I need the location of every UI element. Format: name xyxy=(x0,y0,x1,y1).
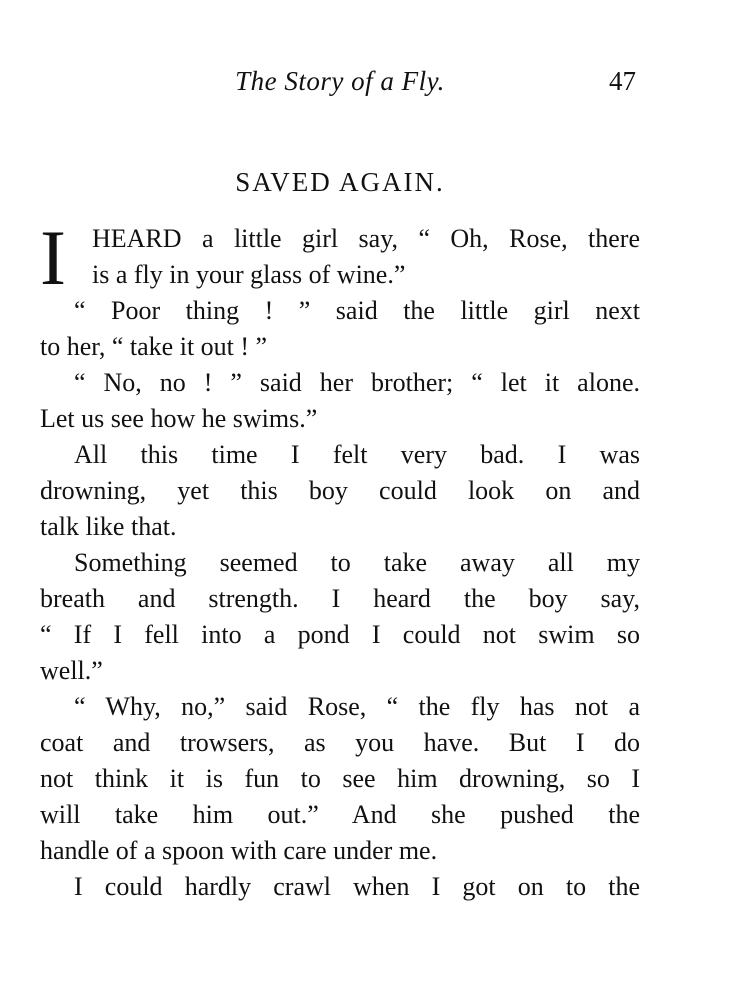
text-line: “ Why, no,” said Rose, “ the fly has not a xyxy=(74,692,640,721)
page-number: 47 xyxy=(609,66,636,96)
chapter-heading: SAVED AGAIN. xyxy=(235,167,445,197)
text-line: not think it is fun to see him drowning, so I xyxy=(40,764,640,793)
text-line: well.” xyxy=(40,656,103,685)
opening-paragraph xyxy=(40,214,640,301)
text-line: is a fly in your glass of wine.” xyxy=(92,260,406,289)
running-title: The Story of a Fly. xyxy=(235,66,445,96)
text-line: HEARD a little girl say, “ Oh, Rose, there xyxy=(92,224,640,253)
text-line: Something seemed to take away all my xyxy=(74,548,640,577)
running-head xyxy=(40,66,640,106)
text-line: will take him out.” And she pushed the xyxy=(40,800,640,829)
text-line: coat and trowsers, as you have. But I do xyxy=(40,728,640,757)
text-line: talk like that. xyxy=(40,512,177,541)
text-line: handle of a spoon with care under me. xyxy=(40,836,438,865)
text-line: breath and strength. I heard the boy say, xyxy=(40,584,640,613)
drop-cap: I xyxy=(40,214,66,301)
text-line: “ No, no ! ” said her brother; “ let it alone. xyxy=(74,368,640,397)
text-line: “ If I fell into a pond I could not swim so xyxy=(40,620,640,649)
text-line: Let us see how he swims.” xyxy=(40,404,318,433)
text-line: All this time I felt very bad. I was xyxy=(74,440,640,469)
body-text xyxy=(40,214,640,905)
text-line: to her, “ take it out ! ” xyxy=(40,332,268,361)
text-line: drowning, yet this boy could look on and xyxy=(40,476,640,505)
text-line: I could hardly crawl when I got on to the xyxy=(74,872,640,901)
text-line: “ Poor thing ! ” said the little girl next xyxy=(74,296,640,325)
